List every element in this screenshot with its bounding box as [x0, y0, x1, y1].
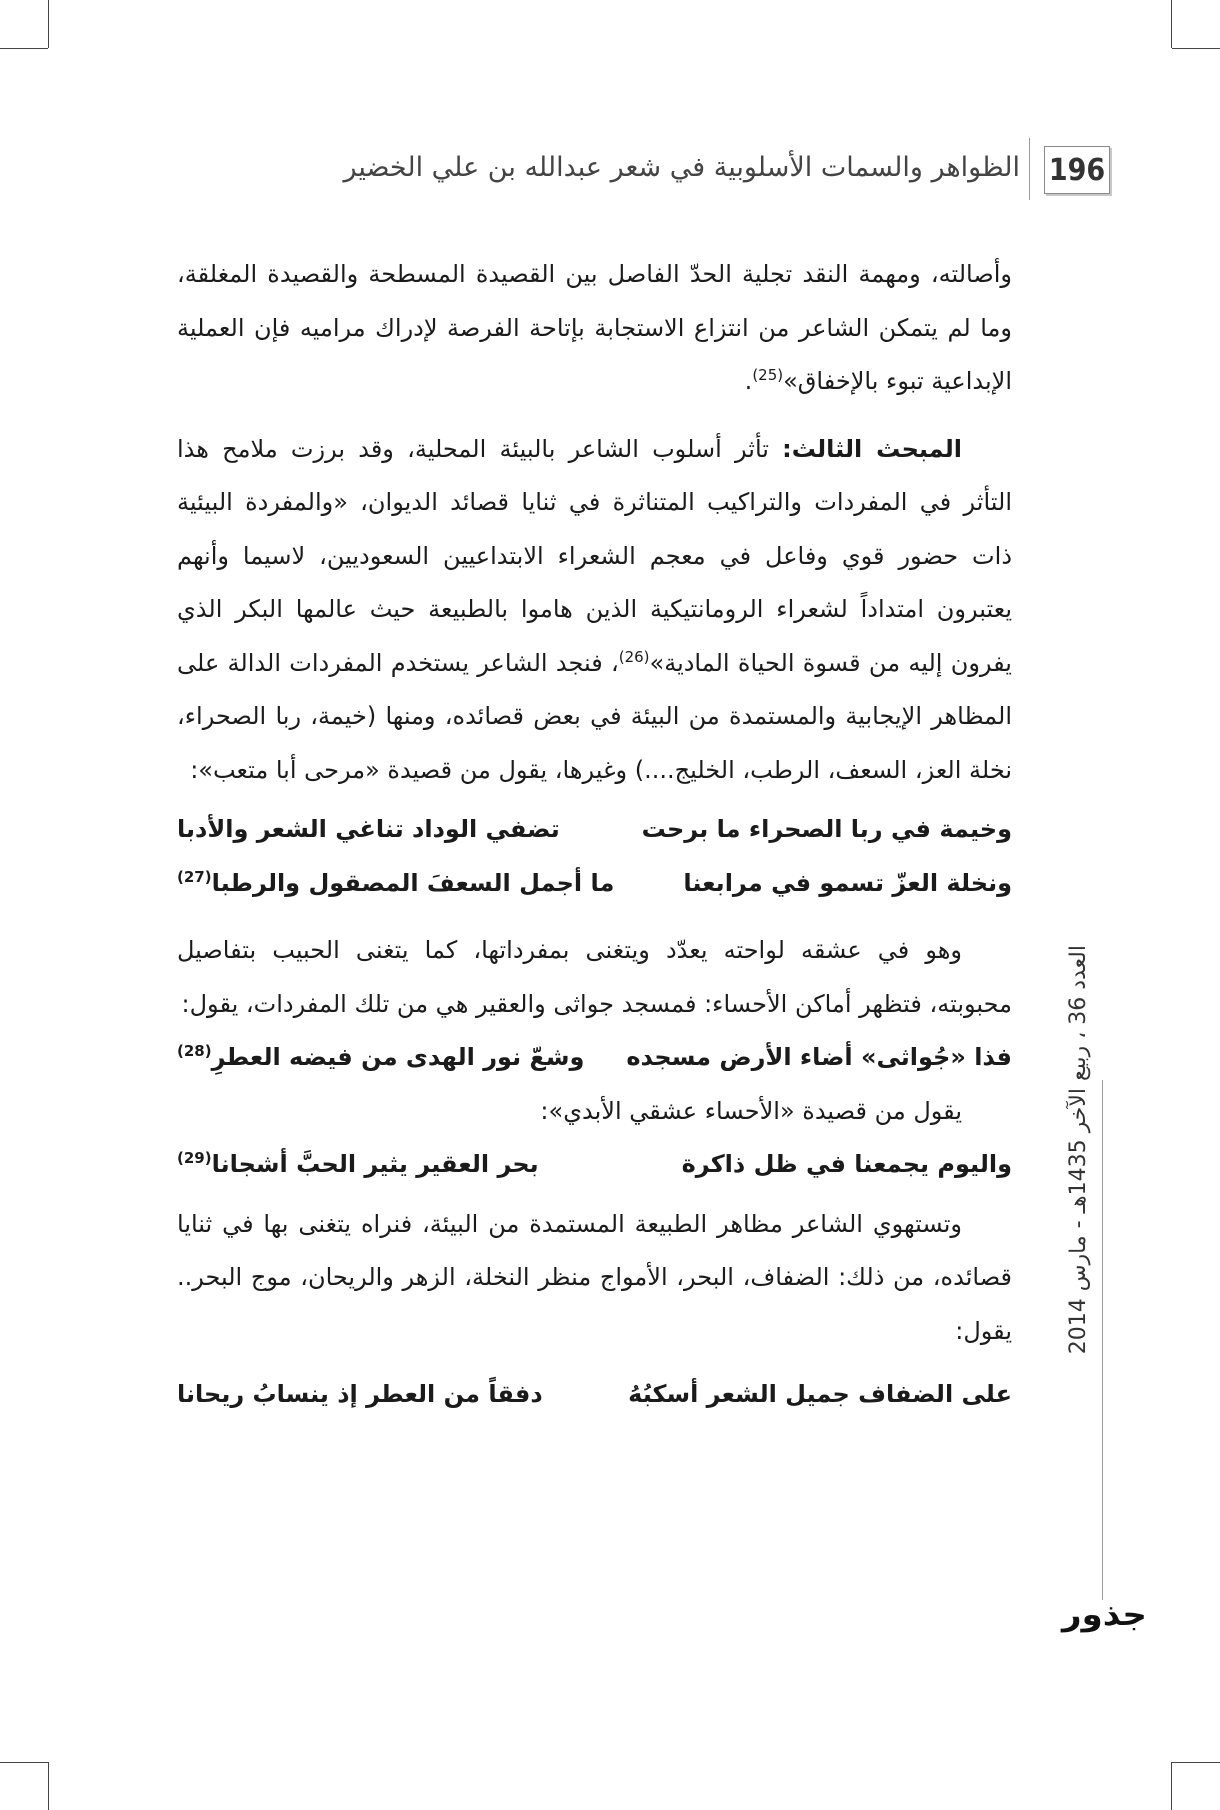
- header-divider: [1029, 138, 1030, 200]
- paragraph: [177, 1198, 1012, 1359]
- footnote-ref: (27): [177, 867, 212, 886]
- paragraph: [177, 423, 1012, 798]
- crop-mark: [48, 0, 49, 48]
- running-title: الظواهر والسمات الأسلوبية في شعر عبدالله بن علي الخضير: [343, 152, 1020, 183]
- crop-mark: [48, 1762, 49, 1810]
- paragraph-text: يقول من قصيدة «الأحساء عشقي الأبدي»:: [540, 1096, 962, 1125]
- poem-verse: [177, 857, 1012, 911]
- page-header: [220, 138, 1120, 200]
- crop-mark: [0, 48, 48, 49]
- footnote-ref: (26): [618, 647, 650, 666]
- page-number: 196: [1044, 146, 1110, 194]
- verse-second-half: دفقاً من العطر إذ ينسابُ ريحانا: [177, 1380, 543, 1408]
- paragraph-text: وهو في عشقه لواحته يعدّد ويتغنى بمفرداتها، كما يتغنى الحبيب بتفاصيل محبوبته، فتظهر أماكن الأحساء: فمسجد جواثى والعقير هي من تلك المفردات، يقول:: [177, 936, 1012, 1018]
- crop-mark: [0, 1762, 48, 1763]
- paragraph-text: وتستهوي الشاعر مظاهر الطبيعة المستمدة من البيئة، فنراه يتغنى بها في ثنايا قصائده، من ذلك: الضفاف، البحر، الأمواج منظر النخلة، الزهر والريحان، موج البحر.. يقول:: [177, 1209, 1012, 1345]
- issue-info: العدد 36 ، ربيع الآخر 1435هـ - مارس 2014: [1066, 945, 1091, 1355]
- verse-second-half: تضفي الوداد تناغي الشعر والأدبا: [177, 815, 560, 843]
- verse-first-half: على الضفاف جميل الشعر أسكبُهُ: [628, 1380, 1012, 1408]
- poem-verse: [177, 1368, 1012, 1422]
- footnote-ref: (25): [752, 366, 784, 384]
- verse-second-half: [177, 857, 614, 911]
- poem-verse: [177, 803, 1012, 857]
- footnote-ref: (28): [177, 1042, 212, 1060]
- poem-verse: [177, 1138, 1012, 1192]
- crop-mark: [1171, 0, 1172, 48]
- poem-verse: [177, 1031, 1012, 1085]
- verse-second-half-text: بحر العقير يثير الحبَّ أشجانا: [211, 1150, 539, 1178]
- paragraph: [177, 924, 1012, 1031]
- journal-logo: جذور: [1062, 1597, 1147, 1633]
- verse-first-half: فذا «جُواثى» أضاء الأرض مسجده: [626, 1043, 1012, 1071]
- section-heading: المبحث الثالث:: [782, 434, 962, 463]
- paragraph-text: ، فنجد الشاعر يستخدم المفردات الدالة على المظاهر الإيجابية والمستمدة من البيئة في بعض قصائده، ومنها (خيمة، ربا الصحراء، نخلة العز، السعف، الرطب، الخليج....) وغيرها، يقول من قصيدة «مرحى أبا متعب»:: [177, 648, 1012, 784]
- verse-second-half: [177, 1138, 539, 1192]
- crop-mark: [1172, 1762, 1220, 1763]
- verse-first-half: وخيمة في ربا الصحراء ما برحت: [641, 815, 1012, 843]
- paragraph: [177, 1085, 1012, 1139]
- paragraph-text: تأثر أسلوب الشاعر بالبيئة المحلية، وقد برزت ملامح هذا التأثر في المفردات والتراكيب المتناثرة في ثنايا قصائد الديوان، «والمفردة البيئية ذات حضور قوي وفاعل في معجم الشعراء الابتداعيين السعوديين، لاسيما وأنهم يعتبرون امتداداً لشعراء الرومانتيكية الذين هاموا بالطبيعة حيث عالمها البكر الذي يفرون إليه من قسوة الحياة المادية»: [177, 434, 1012, 677]
- footnote-ref: (29): [177, 1149, 212, 1167]
- paragraph-text: وأصالته، ومهمة النقد تجلية الحدّ الفاصل بين القصيدة المسطحة والقصيدة المغلقة، وما لم يتمكن الشاعر من انتزاع الاستجابة بإتاحة الفرصة لإدراك مراميه فإن العملية الإبداعية تبوء بالإخفاق»: [177, 260, 1012, 395]
- verse-first-half: واليوم يجمعنا في ظل ذاكرة: [681, 1150, 1012, 1178]
- crop-mark: [1171, 1762, 1172, 1810]
- side-divider: [1102, 1080, 1103, 1600]
- verse-second-half-text: وشعّ نور الهدى من فيضه العطرِ: [211, 1043, 585, 1071]
- article-body: [177, 248, 1012, 1422]
- paragraph: [177, 248, 1012, 409]
- verse-first-half: ونخلة العزّ تسمو في مرابعنا: [683, 868, 1012, 897]
- verse-second-half: [177, 1031, 584, 1085]
- crop-mark: [1172, 48, 1220, 49]
- verse-second-half-text: ما أجمل السعفَ المصقول والرطبا: [211, 868, 615, 897]
- punctuation: .: [744, 367, 753, 395]
